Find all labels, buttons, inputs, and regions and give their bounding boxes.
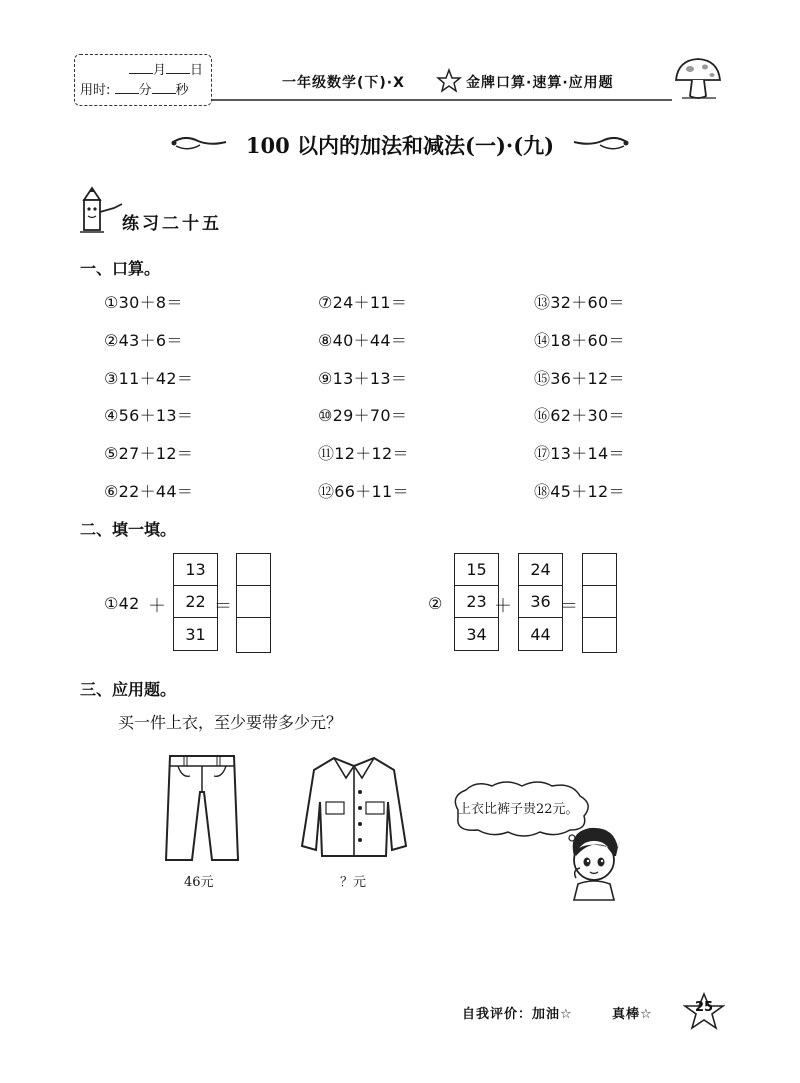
answer-cell[interactable] <box>583 618 616 650</box>
calc-item: ①30＋8＝ <box>104 293 183 312</box>
section1-heading: 一、口算。 <box>80 259 161 278</box>
time-row: 用时: 分 秒 <box>80 80 189 101</box>
pencil-mascot-icon <box>76 186 126 238</box>
equals-sign: ＝ <box>560 596 578 617</box>
calc-item: ②43＋6＝ <box>104 331 183 350</box>
pants-icon <box>160 752 244 864</box>
calc-item: ⑧40＋44＝ <box>318 331 408 350</box>
calc-item: ⑭18＋60＝ <box>534 331 625 350</box>
addend-column <box>518 553 563 651</box>
calc-item: ⑯62＋30＝ <box>534 406 625 425</box>
calc-item: ⑤27＋12＝ <box>104 444 194 463</box>
answer-column <box>582 553 617 653</box>
date-time-box <box>74 54 212 106</box>
speech-text: 上衣比裤子贵22元。 <box>458 802 579 817</box>
answer-column <box>236 553 271 653</box>
boy-icon <box>566 826 622 902</box>
addend-cell: 34 <box>466 624 487 644</box>
section2-heading: 二、填一填。 <box>80 520 177 539</box>
series-title: 金牌口算·速算·应用题 <box>466 75 614 91</box>
addend-cell: 13 <box>174 554 217 586</box>
answer-cell[interactable] <box>237 586 270 618</box>
equals-sign: ＝ <box>214 596 232 617</box>
addend-cell: 31 <box>185 624 206 644</box>
calc-item: ⑮36＋12＝ <box>534 369 625 388</box>
practice-title: 练习二十五 <box>122 214 222 234</box>
self-eval-label: 自我评价：加油☆ <box>462 1007 573 1022</box>
calc-item: ⑦24＋11＝ <box>318 293 408 312</box>
header-rule <box>212 96 672 104</box>
addend-cell: 24 <box>519 554 562 586</box>
answer-cell[interactable] <box>583 554 616 586</box>
addend-cell: 23 <box>455 586 498 618</box>
addend-cell: 36 <box>519 586 562 618</box>
jacket-icon <box>298 752 410 862</box>
problem2-label: ② <box>428 594 443 613</box>
lesson-title: 100 以内的加法和减法(一)·(九) <box>245 133 555 158</box>
plus-sign: ＋ <box>148 596 166 617</box>
answer-cell[interactable] <box>237 618 270 650</box>
plus-sign: ＋ <box>494 596 512 617</box>
jacket-price: ？元 <box>340 875 367 890</box>
right-ornament-icon <box>572 132 630 154</box>
calc-item: ⑩29＋70＝ <box>318 406 408 425</box>
pants-price: 46元 <box>184 875 214 890</box>
calc-item: ⑥22＋44＝ <box>104 482 194 501</box>
page-number: 25 <box>694 1000 714 1015</box>
calc-item: ⑰13＋14＝ <box>534 444 625 463</box>
problem1-label: ①42 <box>104 594 140 613</box>
addend-cell: 44 <box>530 624 551 644</box>
book-title: 一年级数学(下)·X <box>282 75 405 91</box>
addend-column <box>173 553 218 651</box>
addend-cell: 15 <box>455 554 498 586</box>
addend-column <box>454 553 499 651</box>
calc-item: ④56＋13＝ <box>104 406 194 425</box>
question-text: 买一件上衣，至少要带多少元？ <box>118 713 343 732</box>
answer-cell[interactable] <box>237 554 270 586</box>
star-icon <box>436 68 462 94</box>
date-row: 月 日 <box>129 60 203 81</box>
addend-cell: 22 <box>174 586 217 618</box>
mushroom-icon <box>672 56 724 102</box>
calc-item: ⑱45＋12＝ <box>534 482 625 501</box>
calc-item: ⑫66＋11＝ <box>318 482 409 501</box>
calc-item: ⑪12＋12＝ <box>318 444 409 463</box>
answer-cell[interactable] <box>583 586 616 618</box>
calc-item: ③11＋42＝ <box>104 369 194 388</box>
section3-heading: 三、应用题。 <box>80 680 177 699</box>
calc-item: ⑬32＋60＝ <box>534 293 625 312</box>
great-label: 真棒☆ <box>612 1007 653 1022</box>
calc-item: ⑨13＋13＝ <box>318 369 408 388</box>
